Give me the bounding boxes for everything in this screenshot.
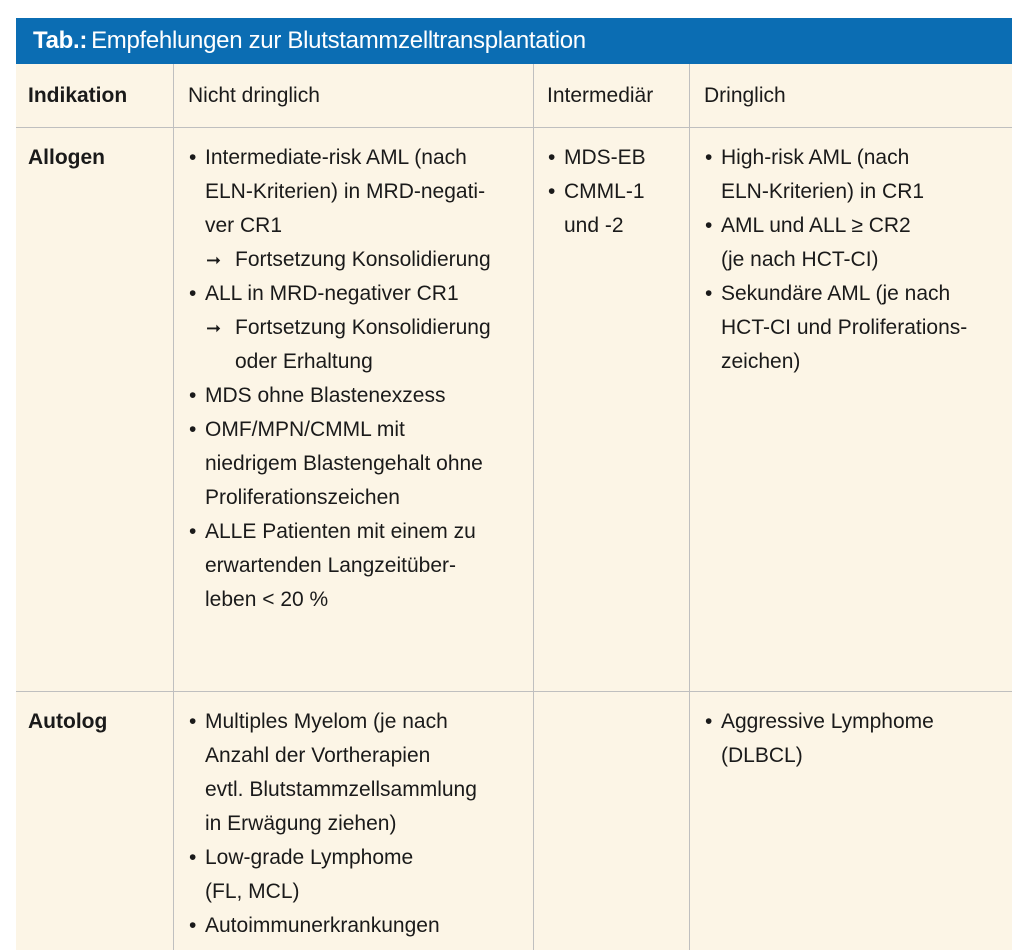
list-item-line: in Erwägung ziehen) xyxy=(205,812,397,835)
list-item-line: • MDS ohne Blastenexzess xyxy=(205,384,446,407)
allogen-nicht-dringlich-cell xyxy=(173,128,533,691)
right-arrow-icon: ➞ xyxy=(206,250,222,270)
list-item-line: • ALLE Patienten mit einem zu xyxy=(205,520,476,543)
list-item-line: leben < 20 % xyxy=(205,588,329,611)
list-item-line: (DLBCL) xyxy=(721,744,803,767)
allogen-intermediaer-list xyxy=(547,141,689,243)
list-item xyxy=(704,277,1012,379)
list-item xyxy=(188,705,533,841)
list-item-line: • MDS-EB xyxy=(564,146,646,169)
autolog-intermediaer-cell xyxy=(533,692,689,950)
sub-item-line: oder Erhaltung xyxy=(235,350,373,373)
list-item-line: ELN-Kriterien) in CR1 xyxy=(721,180,925,203)
list-item-line: ELN-Kriterien) in MRD-negati- xyxy=(205,180,486,203)
list-item-line: ver CR1 xyxy=(205,214,283,237)
recommendation-table xyxy=(16,18,1012,950)
list-item-line: • CMML-1 xyxy=(564,180,645,203)
list-item-line: Anzahl der Vortherapien xyxy=(205,744,431,767)
sub-item xyxy=(188,243,533,277)
autolog-nicht-dringlich-cell xyxy=(173,692,533,950)
table-header-row xyxy=(16,64,1012,128)
list-item-line: • AML und ALL ≥ CR2 xyxy=(721,214,911,237)
allogen-nicht-dringlich-list xyxy=(188,141,533,617)
list-item-line: evtl. Blutstammzellsammlung xyxy=(205,778,477,801)
list-item-line: (FL, MCL) xyxy=(205,880,300,903)
list-item-line: • Low-grade Lymphome xyxy=(205,846,414,869)
list-item-line: (je nach HCT-CI) xyxy=(721,248,879,271)
list-item-line: • Aggressive Lymphome xyxy=(721,710,934,733)
autolog-dringlich-list xyxy=(704,705,1012,773)
header-indikation: Indikation xyxy=(28,84,128,107)
table-row-allogen xyxy=(16,128,1012,692)
allogen-dringlich-cell xyxy=(689,128,1012,691)
list-item xyxy=(547,175,689,243)
list-item-line: zeichen) xyxy=(721,350,801,373)
header-dringlich: Dringlich xyxy=(689,64,1012,127)
list-item xyxy=(547,141,689,175)
list-item xyxy=(188,379,533,413)
autolog-nicht-dringlich-list xyxy=(188,705,533,943)
header-intermediaer: Intermediär xyxy=(533,64,689,127)
sub-item-line: Fortsetzung Konsolidierung xyxy=(235,316,491,339)
list-item xyxy=(704,141,1012,209)
table-row-autolog xyxy=(16,692,1012,950)
list-item-line: und -2 xyxy=(564,214,624,237)
list-item-line: HCT-CI und Proliferations- xyxy=(721,316,968,339)
list-item xyxy=(704,705,1012,773)
table-label: Tab.: xyxy=(33,27,88,54)
list-item-line: • Autoimmunerkrankungen xyxy=(205,914,440,937)
list-item xyxy=(188,841,533,909)
sub-item xyxy=(188,311,533,379)
allogen-intermediaer-cell xyxy=(533,128,689,691)
list-item-line: • Sekundäre AML (je nach xyxy=(721,282,951,305)
list-item-line: erwartenden Langzeitüber- xyxy=(205,554,456,577)
list-item xyxy=(704,209,1012,277)
allogen-dringlich-list xyxy=(704,141,1012,379)
list-item xyxy=(188,515,533,617)
list-item-line: • OMF/MPN/CMML mit xyxy=(205,418,405,441)
list-item-line: niedrigem Blastengehalt ohne xyxy=(205,452,483,475)
autolog-dringlich-cell xyxy=(689,692,1012,950)
list-item-line: • Intermediate-risk AML (nach xyxy=(205,146,467,169)
list-item xyxy=(188,277,533,311)
row-label-autolog: Autolog xyxy=(28,710,108,733)
list-item-line: • Multiples Myelom (je nach xyxy=(205,710,448,733)
right-arrow-icon: ➞ xyxy=(206,318,222,338)
table-title-bar xyxy=(16,18,1012,64)
list-item-line: Proliferationszeichen xyxy=(205,486,400,509)
list-item xyxy=(188,141,533,243)
list-item-line: • ALL in MRD-negativer CR1 xyxy=(205,282,459,305)
list-item xyxy=(188,909,533,943)
list-item xyxy=(188,413,533,515)
row-label-allogen: Allogen xyxy=(28,146,105,169)
list-item-line: • High-risk AML (nach xyxy=(721,146,910,169)
header-nicht-dringlich: Nicht dringlich xyxy=(173,64,533,127)
sub-item-line: Fortsetzung Konsolidierung xyxy=(235,248,491,271)
table-title: Empfehlungen zur Blutstammzelltransplantation xyxy=(91,27,586,54)
